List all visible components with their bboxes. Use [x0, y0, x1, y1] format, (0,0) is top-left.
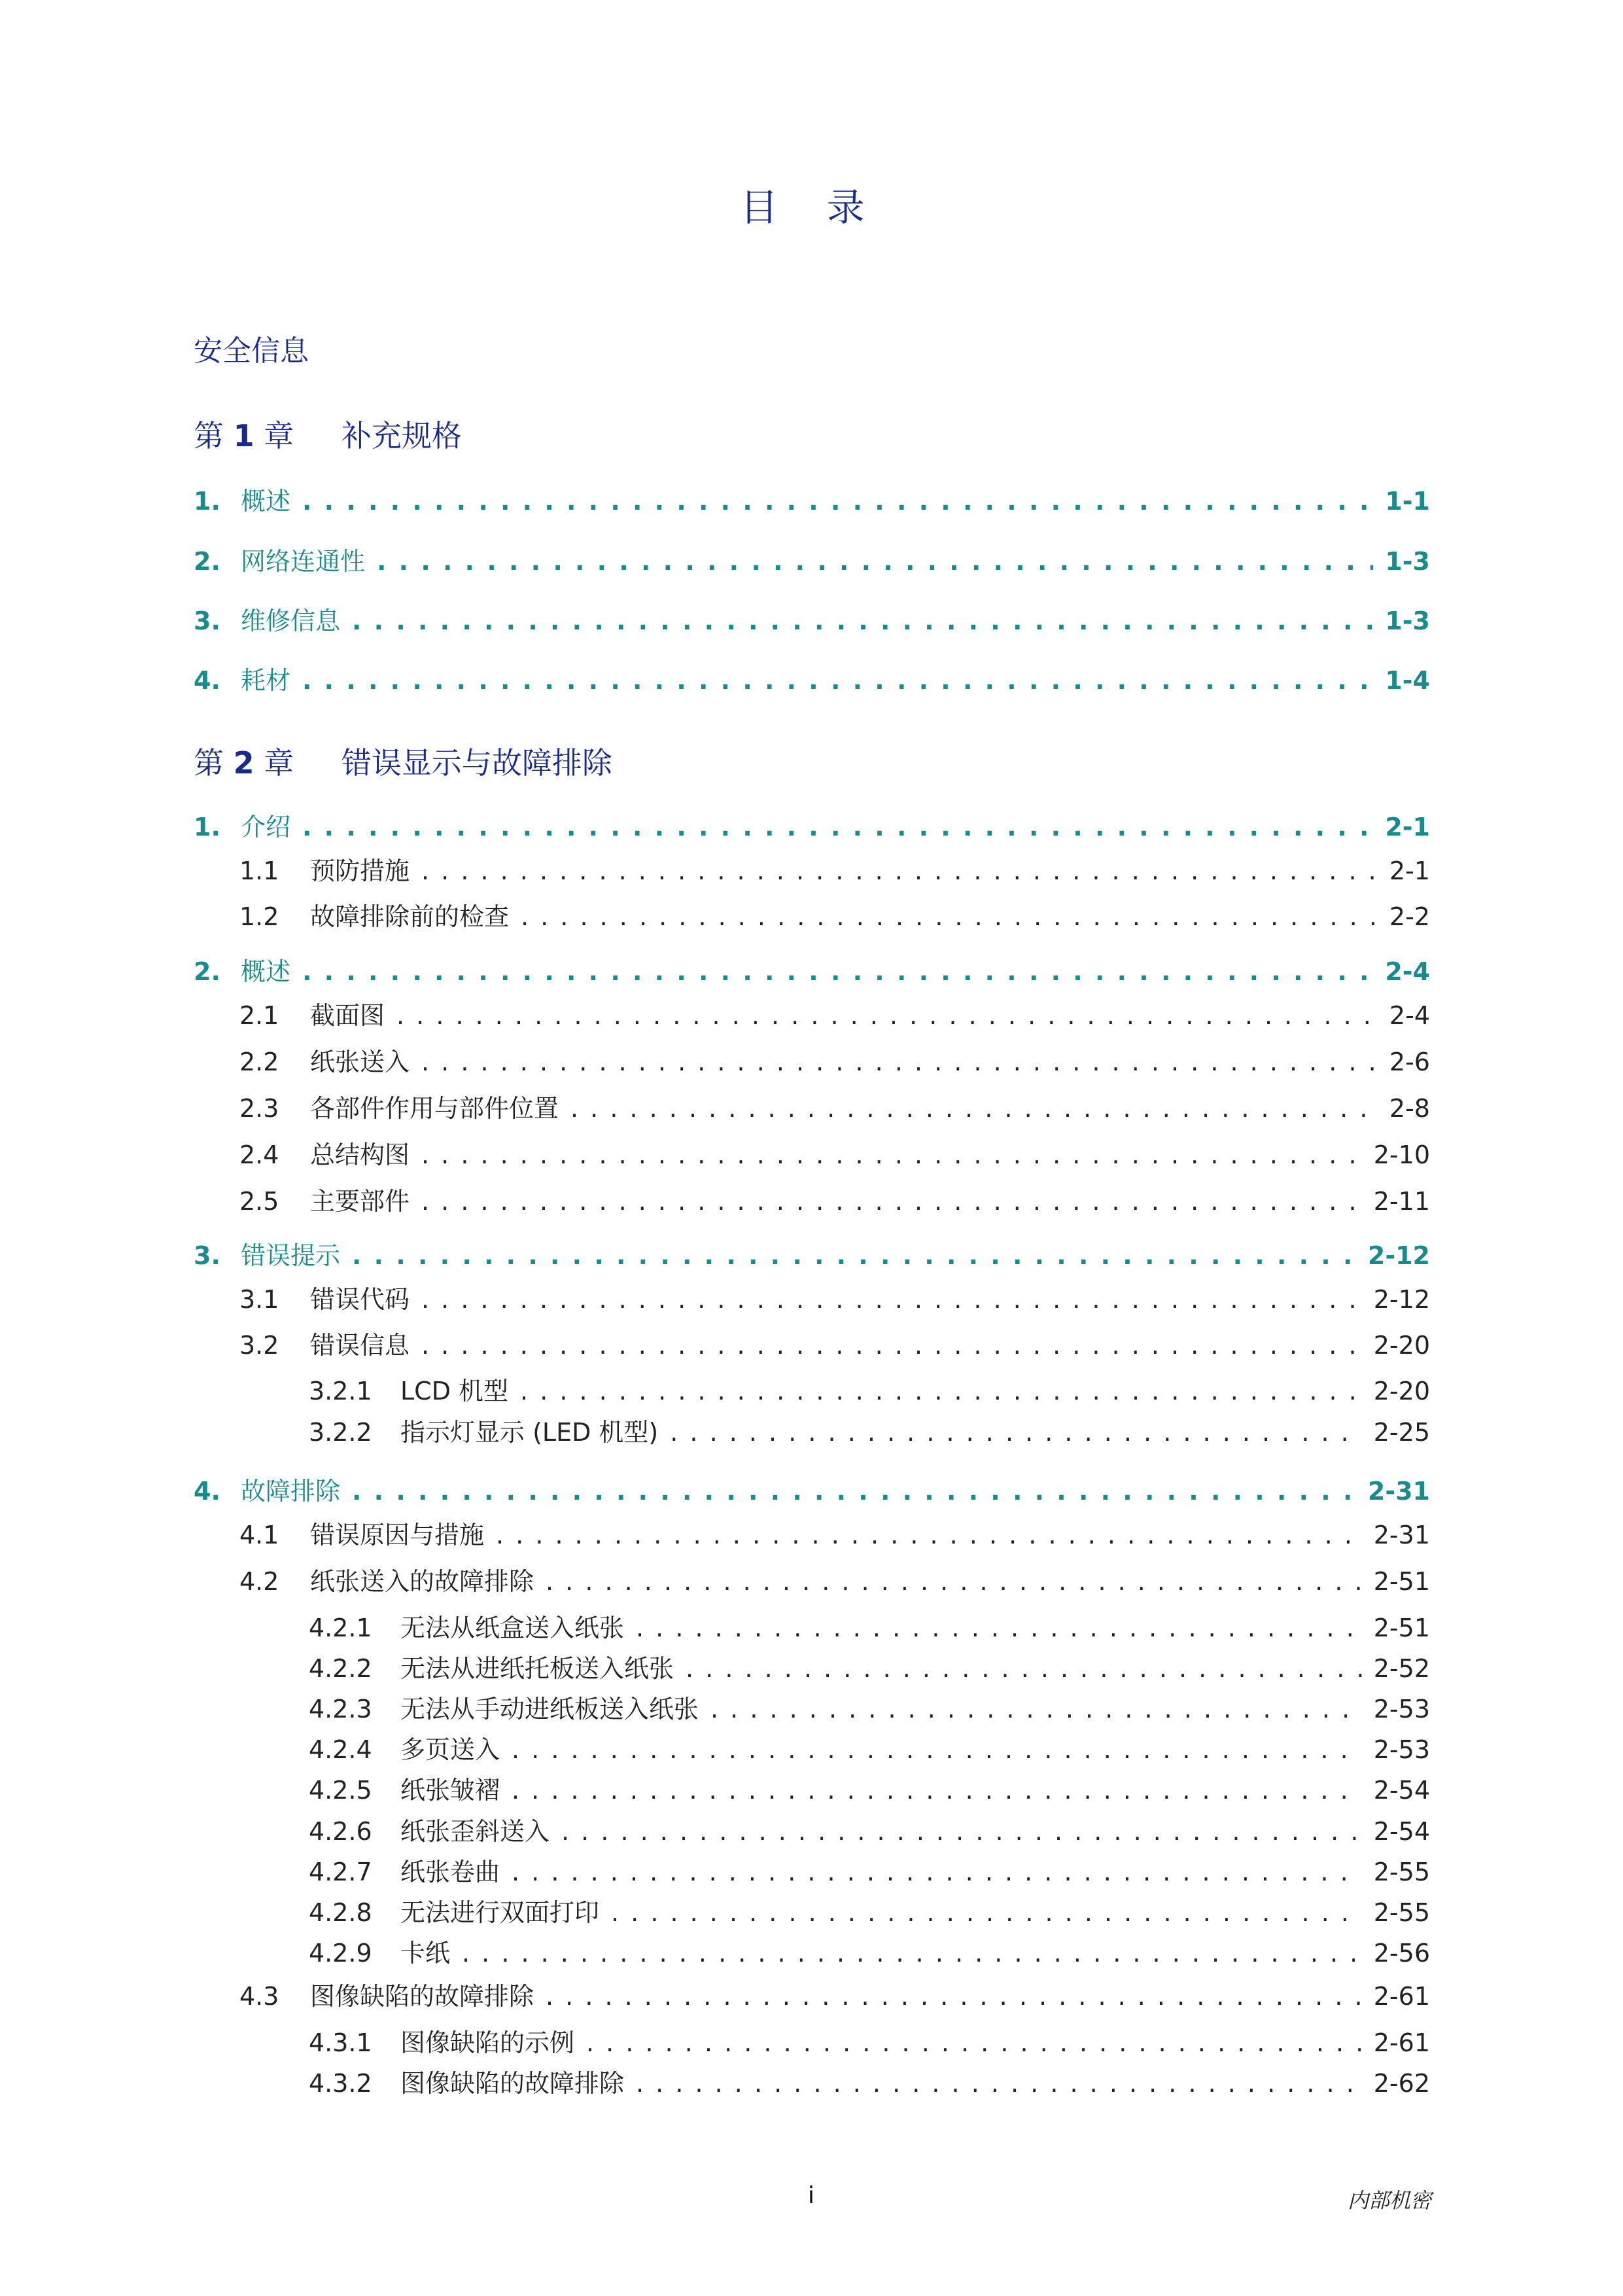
- page-title: 目 录: [740, 185, 883, 230]
- toc-page: 2-52: [1373, 1654, 1430, 1683]
- toc-entry-2-4[interactable]: [194, 1471, 1430, 1507]
- toc-entry-2-4-2-7[interactable]: [309, 1852, 1430, 1888]
- toc-title: 图像缺陷的故障排除: [400, 2069, 625, 2098]
- toc-leader: [496, 1521, 1362, 1549]
- toc-number: 3.2.1: [309, 1377, 372, 1405]
- toc-entry-2-4-2-8[interactable]: [309, 1892, 1430, 1928]
- toc-leader: [686, 1654, 1362, 1683]
- toc-number: 4.2.5: [309, 1776, 372, 1805]
- toc-number: 1.2: [239, 902, 279, 931]
- toc-leader: [546, 1982, 1362, 2011]
- toc-title: 纸张送入的故障排除: [310, 1567, 534, 1596]
- toc-leader: [421, 1140, 1362, 1169]
- toc-page: 2-61: [1373, 1982, 1430, 2011]
- toc-page: 2-51: [1373, 1614, 1430, 1642]
- toc-number: 2.: [194, 547, 220, 576]
- toc-entry-2-2-2[interactable]: [239, 1042, 1430, 1078]
- toc-page: 2-56: [1373, 1939, 1430, 1968]
- toc-leader: [396, 1001, 1378, 1030]
- confidential-label: 内部机密: [1348, 2188, 1432, 2213]
- toc-page: 2-51: [1373, 1567, 1430, 1596]
- toc-title: 多页送入: [400, 1735, 500, 1764]
- toc-number: 3.1: [239, 1285, 279, 1314]
- toc-entry-2-4-2-6[interactable]: [309, 1811, 1430, 1847]
- toc-leader: [352, 1477, 1356, 1506]
- chapter-title: 错误显示与故障排除: [341, 745, 612, 781]
- toc-page: 2-31: [1373, 1521, 1430, 1549]
- toc-entry-ch1-4[interactable]: [194, 660, 1430, 696]
- toc-page: 2-25: [1373, 1418, 1430, 1447]
- toc-number: 4.3: [239, 1982, 279, 2011]
- toc-entry-2-4-2-4[interactable]: [309, 1729, 1430, 1765]
- toc-entry-2-1[interactable]: [194, 807, 1430, 843]
- toc-title: 纸张皱褶: [400, 1776, 500, 1805]
- toc-page: 2-4: [1389, 1001, 1430, 1030]
- toc-leader: [570, 1094, 1378, 1123]
- toc-leader: [302, 666, 1373, 695]
- toc-number: 2.1: [239, 1001, 279, 1030]
- toc-title: 预防措施: [310, 857, 410, 885]
- toc-page: 2-12: [1367, 1241, 1430, 1270]
- toc-title: 总结构图: [310, 1140, 410, 1169]
- toc-title: 概述: [241, 487, 291, 516]
- toc-title: 介绍: [241, 813, 291, 841]
- toc-entry-ch1-1[interactable]: [194, 481, 1430, 517]
- toc-number: 2.4: [239, 1140, 279, 1169]
- toc-entry-2-4-2-1[interactable]: [309, 1608, 1430, 1644]
- toc-number: 4.3.2: [309, 2069, 372, 2098]
- toc-page: 2-55: [1373, 1898, 1430, 1927]
- toc-number: 4.2.6: [309, 1817, 372, 1846]
- toc-page: 1-1: [1385, 487, 1430, 516]
- toc-title: LCD 机型: [400, 1377, 509, 1405]
- toc-title: 主要部件: [310, 1187, 410, 1216]
- toc-leader: [561, 1817, 1362, 1846]
- chapter-number: 2: [233, 745, 254, 781]
- toc-page: 2-53: [1373, 1695, 1430, 1723]
- toc-page: 2-4: [1385, 957, 1430, 986]
- toc-leader: [462, 1939, 1362, 1968]
- toc-page: 2-20: [1373, 1331, 1430, 1360]
- toc-number: 4.2: [239, 1567, 279, 1596]
- page-number: i: [807, 2182, 814, 2209]
- toc-entry-2-4-2-9[interactable]: [309, 1933, 1430, 1969]
- toc-entry-2-2-3[interactable]: [239, 1088, 1430, 1124]
- toc-title: 概述: [241, 957, 291, 986]
- toc-number: 1.: [194, 813, 220, 841]
- toc-entry-2-2-5[interactable]: [239, 1181, 1430, 1217]
- toc-page: 1-3: [1385, 607, 1430, 635]
- toc-title: 纸张卷曲: [400, 1858, 500, 1886]
- toc-title: 各部件作用与部件位置: [310, 1094, 559, 1123]
- toc-leader: [302, 487, 1373, 516]
- toc-entry-2-4-1[interactable]: [239, 1515, 1430, 1551]
- toc-entry-2-4-3-1[interactable]: [309, 2022, 1430, 2058]
- toc-number: 3.: [194, 607, 220, 635]
- toc-page: 2-61: [1373, 2028, 1430, 2057]
- toc-leader: [421, 1285, 1362, 1314]
- toc-entry-2-2-4[interactable]: [239, 1135, 1430, 1171]
- toc-title: 无法从纸盒送入纸张: [400, 1614, 625, 1642]
- toc-title: 纸张歪斜送入: [400, 1817, 550, 1846]
- toc-title: 故障排除: [241, 1477, 341, 1506]
- toc-number: 4.2.7: [309, 1858, 372, 1886]
- toc-entry-2-2[interactable]: [194, 951, 1430, 987]
- chapter-suffix: 章: [264, 745, 294, 781]
- toc-page: 2-54: [1373, 1817, 1430, 1846]
- toc-leader: [421, 1331, 1362, 1360]
- toc-number: 2.5: [239, 1187, 279, 1216]
- toc-entry-2-4-2[interactable]: [239, 1561, 1430, 1597]
- toc-leader: [377, 547, 1373, 576]
- toc-title: 指示灯显示 (LED 机型): [400, 1418, 659, 1447]
- chapter-title: 补充规格: [341, 418, 462, 453]
- toc-title: 错误代码: [310, 1285, 410, 1314]
- toc-number: 3.2.2: [309, 1418, 372, 1447]
- toc-leader: [636, 1614, 1362, 1642]
- toc-number: 4.: [194, 666, 220, 695]
- toc-leader: [611, 1898, 1362, 1927]
- toc-entry-ch1-3[interactable]: [194, 601, 1430, 637]
- toc-number: 4.2.1: [309, 1614, 372, 1642]
- toc-entry-2-4-2-3[interactable]: [309, 1689, 1430, 1725]
- toc-title: 截面图: [310, 1001, 385, 1030]
- toc-title: 无法从手动进纸板送入纸张: [400, 1695, 699, 1723]
- toc-leader: [710, 1695, 1362, 1723]
- toc-entry-2-3-1[interactable]: [239, 1279, 1430, 1315]
- toc-title: 错误原因与措施: [310, 1521, 485, 1549]
- chapter-1-heading[interactable]: [194, 412, 462, 455]
- toc-page: 2-11: [1373, 1187, 1430, 1216]
- toc-leader: [302, 813, 1373, 841]
- toc-leader: [512, 1735, 1362, 1764]
- toc-title: 图像缺陷的示例: [400, 2028, 575, 2057]
- toc-title: 纸张送入: [310, 1048, 410, 1076]
- toc-page: 2-8: [1389, 1094, 1430, 1123]
- toc-leader: [636, 2069, 1362, 2098]
- toc-leader: [512, 1858, 1362, 1886]
- toc-number: 1.: [194, 487, 220, 516]
- toc-page: 2-2: [1389, 902, 1430, 931]
- toc-title: 卡纸: [400, 1939, 451, 1968]
- toc-entry-ch1-2[interactable]: [194, 541, 1430, 577]
- toc-number: 4.1: [239, 1521, 279, 1549]
- toc-number: 2.3: [239, 1094, 279, 1123]
- toc-number: 3.2: [239, 1331, 279, 1360]
- toc-title: 无法从进纸托板送入纸张: [400, 1654, 674, 1683]
- toc-page: 2-20: [1373, 1377, 1430, 1405]
- toc-number: 4.2.9: [309, 1939, 372, 1968]
- toc-title: 网络连通性: [241, 547, 366, 576]
- toc-page: 2-12: [1373, 1285, 1430, 1314]
- toc-title: 维修信息: [241, 607, 341, 635]
- toc-entry-2-3-2-1[interactable]: [309, 1371, 1430, 1407]
- toc-leader: [352, 1241, 1356, 1270]
- toc-title: 故障排除前的检查: [310, 902, 510, 931]
- toc-entry-2-3-2[interactable]: [239, 1325, 1430, 1361]
- toc-leader: [670, 1418, 1361, 1447]
- toc-title: 错误信息: [310, 1331, 410, 1360]
- toc-entry-2-4-3-2[interactable]: [309, 2063, 1430, 2099]
- toc-page: 2-6: [1389, 1048, 1430, 1076]
- toc-leader: [546, 1567, 1362, 1596]
- safety-info-heading[interactable]: 安全信息: [194, 334, 309, 368]
- toc-title: 耗材: [241, 666, 291, 695]
- toc-entry-2-3-2-2[interactable]: [309, 1412, 1430, 1448]
- toc-page: 2-1: [1385, 813, 1430, 841]
- toc-number: 4.2.4: [309, 1735, 372, 1764]
- toc-leader: [586, 2028, 1362, 2057]
- toc-page: 2-53: [1373, 1735, 1430, 1764]
- toc-leader: [421, 1187, 1362, 1216]
- toc-page: 2-62: [1373, 2069, 1430, 2098]
- toc-entry-2-4-2-2[interactable]: [309, 1648, 1430, 1684]
- toc-leader: [512, 1776, 1362, 1805]
- toc-page: 2-55: [1373, 1858, 1430, 1886]
- toc-page: 2-1: [1389, 857, 1430, 885]
- chapter-suffix: 章: [264, 418, 294, 453]
- toc-leader: [520, 1377, 1362, 1405]
- toc-leader: [352, 607, 1373, 635]
- toc-entry-2-4-3[interactable]: [239, 1976, 1430, 2012]
- toc-page: 2-10: [1373, 1140, 1430, 1169]
- toc-entry-2-1-1[interactable]: [239, 851, 1430, 887]
- toc-number: 4.: [194, 1477, 220, 1506]
- toc-number: 4.3.1: [309, 2028, 372, 2057]
- toc-entry-2-1-2[interactable]: [239, 896, 1430, 932]
- toc-page: 2-54: [1373, 1776, 1430, 1805]
- toc-number: 4.2.8: [309, 1898, 372, 1927]
- toc-leader: [521, 902, 1378, 931]
- toc-entry-2-3[interactable]: [194, 1235, 1430, 1271]
- toc-number: 3.: [194, 1241, 220, 1270]
- chapter-number: 1: [233, 418, 254, 453]
- toc-page: 1-4: [1385, 666, 1430, 695]
- toc-page: 1-3: [1385, 547, 1430, 576]
- toc-entry-2-2-1[interactable]: [239, 995, 1430, 1031]
- toc-number: 2.: [194, 957, 220, 986]
- toc-number: 4.2.3: [309, 1695, 372, 1723]
- toc-leader: [302, 957, 1373, 986]
- toc-number: 2.2: [239, 1048, 279, 1076]
- chapter-prefix: 第: [194, 745, 224, 781]
- toc-leader: [421, 857, 1378, 885]
- toc-title: 图像缺陷的故障排除: [310, 1982, 534, 2011]
- toc-title: 无法进行双面打印: [400, 1898, 600, 1927]
- toc-title: 错误提示: [241, 1241, 341, 1270]
- toc-leader: [421, 1048, 1378, 1076]
- toc-number: 1.1: [239, 857, 279, 885]
- toc-number: 4.2.2: [309, 1654, 372, 1683]
- chapter-2-heading[interactable]: [194, 739, 612, 783]
- toc-page: 2-31: [1367, 1477, 1430, 1506]
- toc-entry-2-4-2-5[interactable]: [309, 1770, 1430, 1806]
- chapter-prefix: 第: [194, 418, 224, 453]
